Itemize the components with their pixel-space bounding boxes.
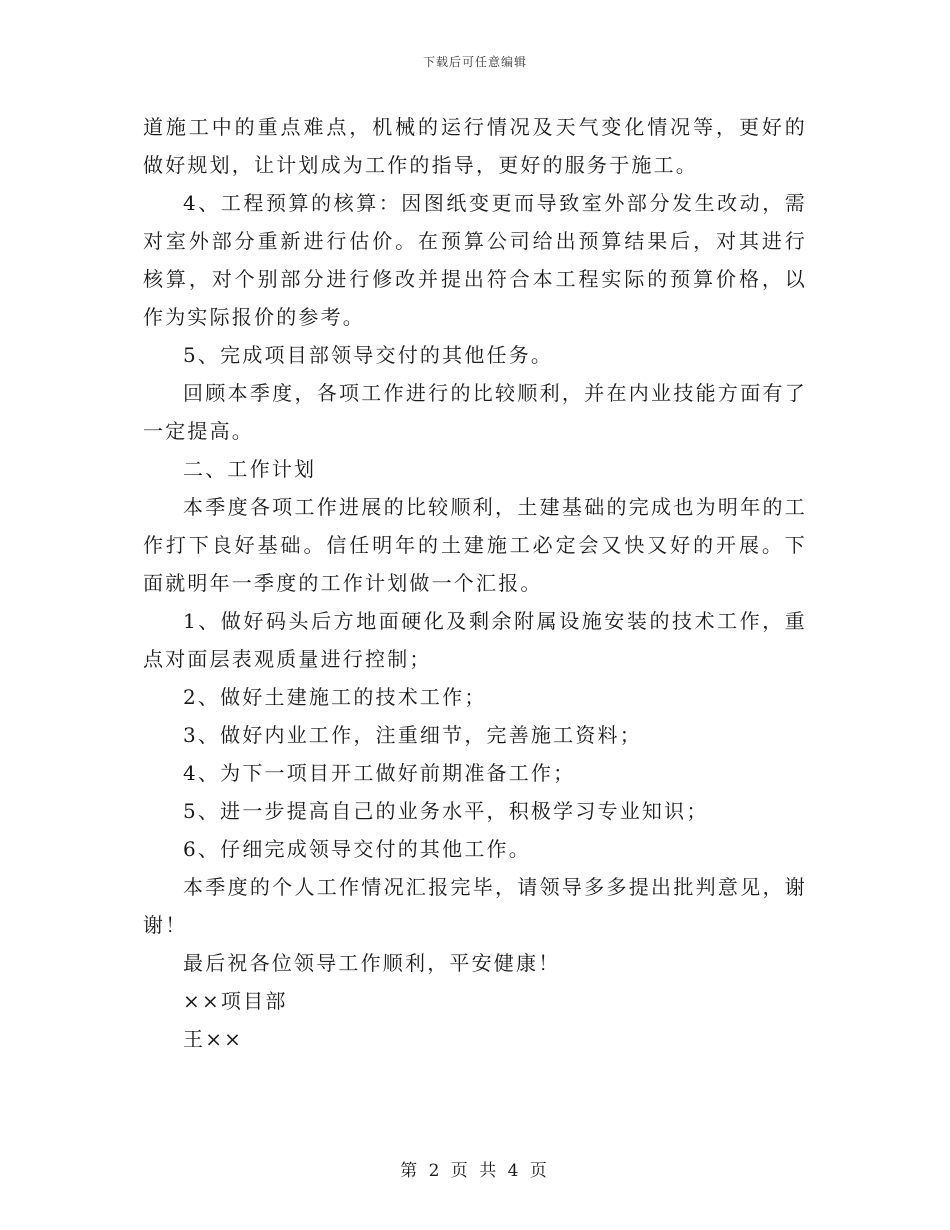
list-item-plan-1: 1、做好码头后方地面硬化及剩余附属设施安装的技术工作，重点对面层表观质量进行控制； [143, 609, 807, 671]
list-item-plan-5: 5、进一步提高自己的业务水平，积极学习专业知识； [183, 799, 709, 823]
paragraph-closing: 本季度的个人工作情况汇报完毕，请领导多多提出批判意见，谢谢！ [143, 875, 807, 937]
page-number: 第 2 页 共 4 页 [400, 1161, 550, 1181]
list-item-plan-4: 4、为下一项目开工做好前期准备工作； [183, 761, 576, 785]
list-item-plan-6: 6、仔细完成领导交付的其他工作。 [183, 837, 531, 861]
page-header: 下载后可任意编辑 [422, 55, 527, 69]
paragraph-wishes: 最后祝各位领导工作顺利，平安健康！ [183, 951, 561, 975]
paragraph-continuation: 道施工中的重点难点，机械的运行情况及天气变化情况等，更好的做好规划，让计划成为工作的指导，更好的服务于施工。 [143, 115, 807, 177]
paragraph-budget-review: 4、工程预算的核算：因图纸变更而导致室外部分发生改动，需对室外部分重新进行估价。在预算公司给出预算结果后，对其进行核算，对个别部分进行修改并提出符合本工程实际的预算价格，以作为实际报价的参考。 [143, 191, 807, 329]
paragraph-review: 回顾本季度，各项工作进行的比较顺利，并在内业技能方面有了一定提高。 [143, 381, 807, 443]
paragraph-other-tasks: 5、完成项目部领导交付的其他任务。 [183, 343, 554, 367]
signature-name: 王×× [183, 1027, 244, 1051]
list-item-plan-3: 3、做好内业工作，注重细节，完善施工资料； [183, 723, 642, 747]
document-body [143, 108, 807, 1058]
list-item-plan-2: 2、做好土建施工的技术工作； [183, 685, 487, 709]
section-heading-work-plan: 二、工作计划 [183, 457, 317, 481]
paragraph-plan-intro: 本季度各项工作进展的比较顺利，土建基础的完成也为明年的工作打下良好基础。信任明年的土建施工必定会又快又好的开展。下面就明年一季度的工作计划做一个汇报。 [143, 495, 807, 595]
signature-department: ××项目部 [183, 989, 288, 1013]
